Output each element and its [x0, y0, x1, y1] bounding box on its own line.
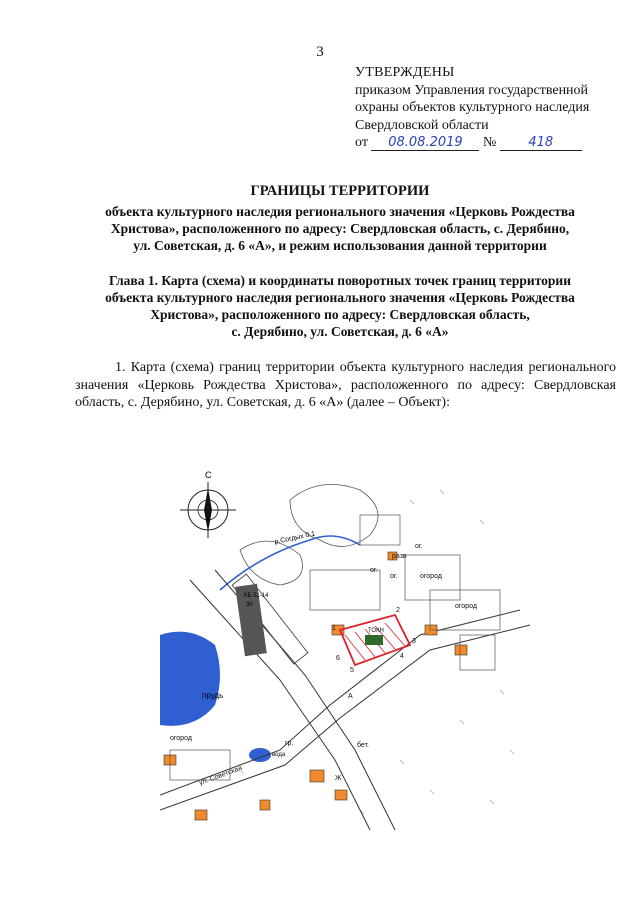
garden-label: огород	[170, 735, 192, 742]
chapter-line1: Глава 1. Карта (схема) и координаты поворотных точек границ территории	[109, 273, 571, 288]
razv-label: разв	[392, 553, 407, 560]
dwelling-label: Ж	[335, 775, 342, 782]
point-3-label: 3	[412, 638, 416, 645]
page-title: ГРАНИЦЫ ТЕРРИТОРИИ	[250, 183, 430, 199]
chapter-line2: объекта культурного наследия регионального значения «Церковь Рождества	[105, 290, 575, 305]
title-subtitle	[60, 203, 620, 254]
body-paragraph	[75, 359, 616, 412]
water-label: вода	[272, 752, 286, 758]
point-a-label: А	[348, 693, 353, 700]
river-label: р.Согдых 0,1	[273, 530, 316, 546]
garden-label: огород	[420, 573, 442, 580]
paragraph-text: 1. Карта (схема) границ территории объекта культурного наследия регионального значения «Церковь Рождества Христова», расположенного по адресу: Свердловская область, с. Дерябино, ул. Советская, д. 6 «А» (далее – Объект):	[75, 360, 616, 411]
date-prefix: от	[355, 135, 368, 150]
subtitle-line3: ул. Советская, д. 6 «А», и режим использования данной территории	[133, 238, 547, 253]
og-label: ог.	[370, 567, 378, 574]
approval-date-row	[355, 134, 589, 152]
number-prefix: №	[482, 135, 497, 150]
kbl-label: КБ 51-14	[244, 593, 269, 599]
compass-north-label: С	[205, 470, 212, 480]
church-label: ТОКН	[368, 628, 384, 634]
church-building	[365, 635, 383, 645]
boundary-map	[160, 460, 540, 830]
point-2-label: 2	[396, 607, 400, 614]
chapter-line4: с. Дерябино, ул. Советская, д. 6 «А»	[231, 324, 449, 339]
point-4-label: 4	[400, 653, 404, 660]
street-label: ул. Советская	[198, 764, 244, 787]
chapter-line3: Христова», расположенного по адресу: Свердловская область,	[150, 307, 530, 322]
kbl-number: 30	[246, 602, 253, 608]
concrete-label: бет.	[357, 742, 369, 749]
approval-block	[355, 64, 589, 152]
approval-line3: Свердловской области	[355, 117, 489, 133]
point-1-label: 1	[332, 625, 336, 632]
point-6-label: 6	[336, 655, 340, 662]
page-number: 3	[316, 44, 324, 60]
og-label: ог.	[415, 543, 423, 550]
approval-line2: охраны объектов культурного наследия	[355, 100, 590, 115]
og-label: ог.	[390, 573, 398, 580]
gr-label: гр.	[285, 740, 294, 747]
point-5-label: 5	[350, 667, 354, 674]
date-value: 08.08.2019	[371, 136, 479, 151]
subtitle-line1: объекта культурного наследия регионального значения «Церковь Рождества	[105, 204, 575, 219]
subtitle-line2: Христова», расположенного по адресу: Свердловская область, с. Дерябино,	[110, 221, 570, 236]
pond-label: прудь	[202, 691, 224, 700]
number-value: 418	[500, 136, 582, 151]
approval-line1: приказом Управления государственной	[355, 82, 589, 98]
chapter-heading	[60, 272, 620, 340]
approval-title: УТВЕРЖДЕНЫ	[355, 65, 455, 80]
map-svg	[160, 460, 540, 830]
garden-label: огород	[455, 603, 477, 610]
